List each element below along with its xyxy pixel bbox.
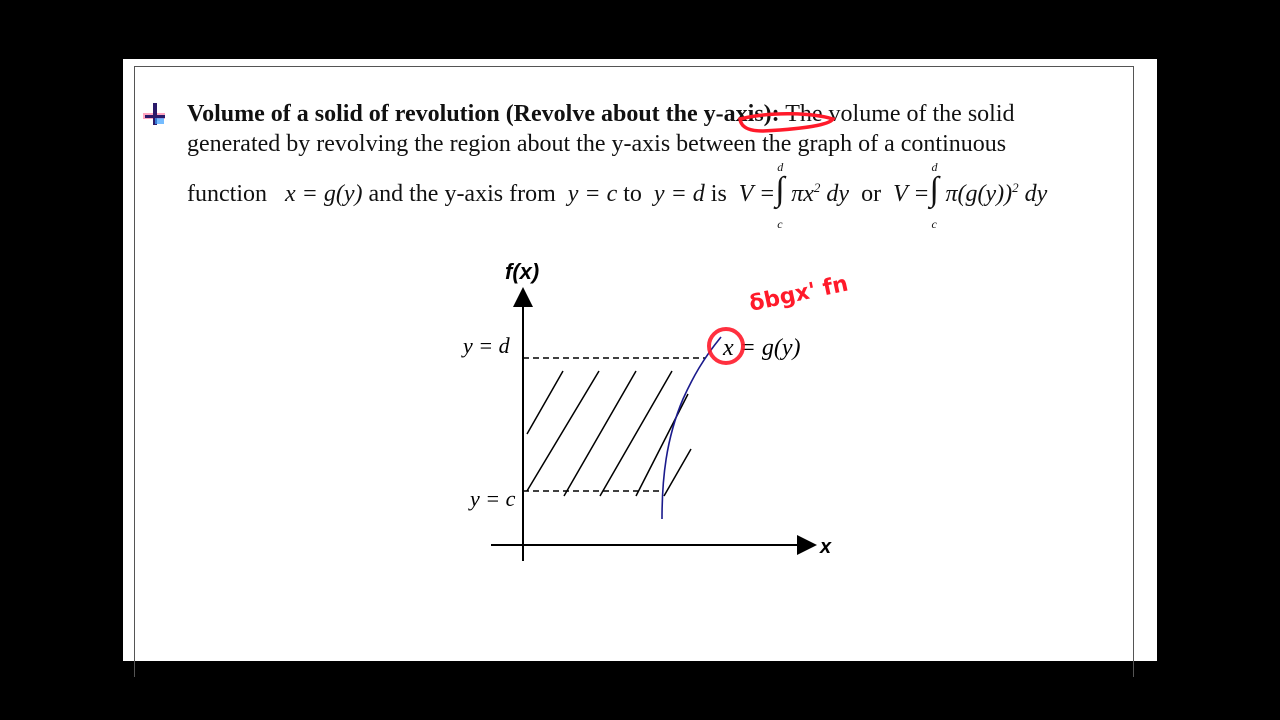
formula1-dy: dy [826, 181, 850, 207]
formula1-exponent: 2 [813, 180, 821, 195]
formula2-body: π(g(y)) [945, 181, 1013, 207]
integral-sign-2: ∫ d c [929, 179, 945, 209]
y-axis-label: f(x) [505, 259, 540, 284]
red-underline-annotation [740, 114, 833, 131]
formula2-lhs: V = [893, 181, 930, 207]
region-diagram [123, 59, 1157, 661]
red-annotation [709, 114, 850, 363]
expr-y-eq-c: y = c [567, 181, 618, 207]
integral-sign-1: ∫ d c [775, 179, 791, 209]
text-is: is [710, 181, 727, 207]
formula2-exponent: 2 [1012, 180, 1019, 195]
integral-2-lower: c [931, 217, 937, 231]
handwritten-note: δbgx' fn [747, 271, 851, 317]
text-and: and the y-axis from [368, 181, 556, 207]
formula2-dy: dy [1024, 181, 1048, 207]
expr-y-eq-d: y = d [653, 181, 705, 207]
definition-line-2: generated by revolving the region about the y-axis between the graph of a continuous [187, 131, 1007, 157]
integral-2-upper: d [931, 160, 938, 174]
curve-label: x = g(y) [723, 335, 801, 361]
definition-line1-tail: The volume of the solid [779, 101, 1015, 127]
slide [123, 59, 1157, 661]
expr-x-eq-gy: x = g(y) [284, 181, 363, 207]
integral-1-upper: d [777, 160, 784, 174]
integral-1-lower: c [777, 217, 783, 231]
text-or: or [861, 181, 882, 207]
x-axis-label: x [820, 536, 832, 558]
word-function: function [187, 181, 267, 207]
formula1-lhs: V = [738, 181, 776, 207]
text-to: to [623, 181, 642, 207]
formula1-body: πx [791, 181, 814, 207]
hatch-lines [527, 371, 691, 496]
label-y-d: y = d [463, 333, 510, 358]
definition-heading: Volume of a solid of revolution (Revolve about the y-axis): [187, 101, 780, 127]
label-y-c: y = c [470, 486, 516, 511]
